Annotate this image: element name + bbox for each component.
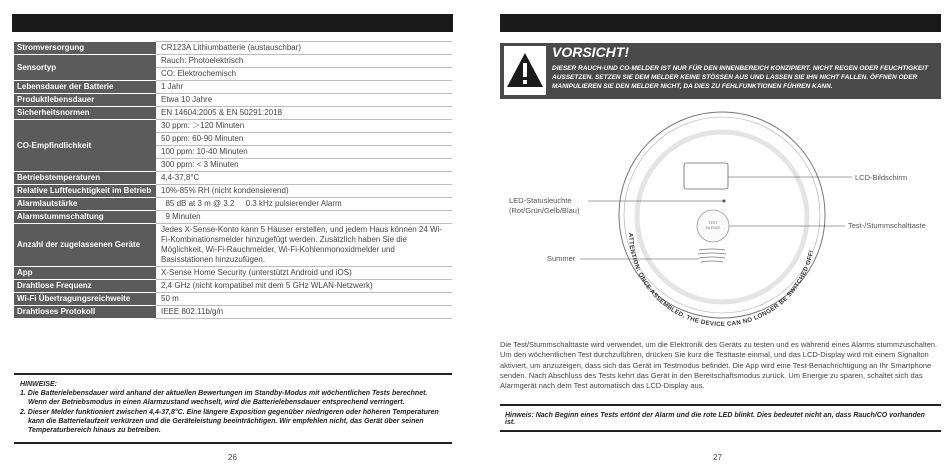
spec-value: EN 14604:2005 & EN 50291:2018	[156, 107, 452, 120]
spec-label: CO-Empfindlichkeit	[14, 120, 156, 172]
spec-value: 4,4-37,8°C	[156, 172, 452, 185]
spec-label: Drahtloses Protokoll	[14, 306, 156, 319]
spec-label: Alarmstummschaltung	[14, 211, 156, 224]
spec-row	[14, 211, 452, 224]
spec-label: Sicherheitsnormen	[14, 107, 156, 120]
spec-value: 50 m	[156, 293, 452, 306]
spec-value: 9 Minuten	[156, 211, 452, 224]
spec-label: Produktlebensdauer	[14, 94, 156, 107]
body-paragraph: Die Test/Stummschalttaste wird verwendet, um die Elektronik des Geräts zu testen und es während eines Alarms stummzuschalten. Um den wöchentlichen Test durchzuführen, drücken Sie kurz die Testtaste einmal, und das LCD-Display wird mit einem Signalton aktiviert, um anzuzeigen, dass sich das Gerät im Testmodus befindet. Die App wird eine Test-Benachrichtigung an Ihr Smartphone senden. Nach Abschluss des Tests kehrt das Gerät in den Bereitschaftsmodus zurück. Um Energie zu sparen, schaltet sich das Alarmgerät nach dem Test automatisch das LCD-Display aus.	[500, 340, 938, 391]
spec-row	[14, 42, 452, 55]
spec-label: App	[14, 267, 156, 280]
spec-label: Stromversorgung	[14, 42, 156, 55]
spec-table-body	[14, 42, 452, 319]
spec-label: Drahtlose Frequenz	[14, 280, 156, 293]
spec-value: Jedes X-Sense-Konto kann 5 Häuser erstellen, und jedem Haus können 24 Wi-Fi-Kombinationsmelder hinzugefügt werden. Zusätzlich haben Sie die Möglichkeit, Wi-Fi-Rauchmelder, Wi-Fi-Kohlenmonoxidmelder und Basisstationen hinzuzufügen.	[156, 224, 452, 267]
note-item-1: 1. Die Batterielebensdauer wird anhand der aktuellen Bewertungen im Standby-Modus mit wöchentlichen Tests berechnet. Wenn der Betriebsmodus in einen Alarmzustand wechselt, wird die Batterielebensdauer entsprechend verringert.	[20, 390, 428, 407]
led-label	[509, 196, 579, 216]
lcd-screen	[684, 163, 728, 189]
notes-box	[14, 373, 452, 444]
spec-label: Relative Luftfeuchtigkeit im Betrieb	[14, 185, 156, 198]
left-page-header-bar	[12, 14, 453, 32]
spec-row	[14, 198, 452, 211]
spec-value: IEEE 802.11b/g/n	[156, 306, 452, 319]
device-diagram	[500, 105, 941, 335]
spec-row	[14, 94, 452, 107]
page-number-right: 27	[713, 453, 722, 462]
test-button-label: TEST	[708, 221, 718, 225]
lcd-label: LCD-Bildschirm	[855, 173, 908, 182]
spec-value: 100 ppm: 10-40 Minuten	[156, 146, 452, 159]
warning-title: VORSICHT!	[552, 44, 629, 60]
spec-row	[14, 224, 452, 267]
spec-row	[14, 306, 452, 319]
spec-label: Lebensdauer der Batterie	[14, 81, 156, 94]
spec-row	[14, 107, 452, 120]
warning-box	[500, 43, 941, 99]
spec-row	[14, 55, 452, 68]
buzzer-label: Summer	[547, 254, 576, 263]
spec-row	[14, 172, 452, 185]
spec-value: 10%-85% RH (nicht kondensierend)	[156, 185, 452, 198]
spec-label: Alarmlautstärke	[14, 198, 156, 211]
hint-text: Hinweis: Nach Beginn eines Tests ertönt der Alarm und die rote LED blinkt. Dies bedeutet nicht an, dass Rauch/CO vorhanden ist.	[505, 412, 925, 426]
spec-value: 50 ppm: 60-90 Minuten	[156, 133, 452, 146]
hint-box	[500, 404, 941, 432]
spec-label: Wi-Fi Übertragungsreichweite	[14, 293, 156, 306]
spec-value: CO: Elektrochemisch	[156, 68, 452, 81]
spec-row	[14, 267, 452, 280]
page-number-left: 26	[228, 453, 237, 462]
note-item-2: 2. Dieser Melder funktioniert zwischen 4,4-37,8°C. Eine längere Exposition gegenüber niedrigeren oder höheren Temperaturen kann die Batterielaufzeit verkürzen und die Geräteleistung beeinträchtigen. Wir empfehlen nicht, das Gerät über seinen Temperaturbereich hinaus zu betreiben.	[20, 408, 439, 435]
spec-row	[14, 280, 452, 293]
spec-value: Etwa 10 Jahre	[156, 94, 452, 107]
ring-warning-text: ATTENTION: ONCE ASSEMBLED, THE DEVICE CAN NO LONGER BE SWITCHED OFF!	[626, 232, 816, 329]
spec-value: 85 dB at 3 m @ 3.2 0.3 kHz pulsierender Alarm	[156, 198, 452, 211]
led-label-line1: LED-Statusleuchte	[509, 196, 572, 205]
spec-value: 1 Jahr	[156, 81, 452, 94]
warning-text: DIESER RAUCH-UND CO-MELDER IST NUR FÜR DEN INNENBEREICH KONZIPIERT. NICHT REGEN ODER FEUCHTIGKEIT AUSSETZEN. SETZEN SIE DEM MELDER KEINE STÖSSEN AUS UND LASSEN SIE IHN NICHT FALLEN. ÖFFNEN ODER MANIPULIEREN SIE DEN MELDER NICHT, DA DIES ZU FEHLFUNKTIONEN FÜHREN KANN.	[552, 65, 929, 90]
warning-triangle-icon	[506, 52, 544, 88]
spec-value: 30 ppm: ＞120 Minuten	[156, 120, 452, 133]
spec-row	[14, 293, 452, 306]
spec-row	[14, 120, 452, 133]
spec-value: Rauch: Photoelektrisch	[156, 55, 452, 68]
spec-label: Sensortyp	[14, 55, 156, 81]
spec-row	[14, 81, 452, 94]
spec-value: 300 ppm: < 3 Minuten	[156, 159, 452, 172]
spec-row	[14, 185, 452, 198]
spec-table	[14, 41, 452, 319]
warning-icon-box	[504, 46, 546, 95]
spec-value: CR123A Lithiumbatterie (austauschbar)	[156, 42, 452, 55]
led-label-line2: (Rot/Grün/Gelb/Blau)	[509, 206, 580, 215]
spec-label: Anzahl der zugelassenen Geräte	[14, 224, 156, 267]
spec-value: X-Sense Home Security (unterstützt Android und iOS)	[156, 267, 452, 280]
right-page-header-bar	[500, 14, 941, 32]
notes-title: HINWEISE:	[20, 381, 57, 388]
spec-value: 2,4 GHz (nicht kompatibel mit dem 5 GHz WLAN-Netzwerk)	[156, 280, 452, 293]
silence-button-label: SILENCE	[705, 226, 721, 230]
spec-label: Betriebstemperaturen	[14, 172, 156, 185]
test-button-callout-label: Test-/Stummschalttaste	[848, 221, 926, 230]
